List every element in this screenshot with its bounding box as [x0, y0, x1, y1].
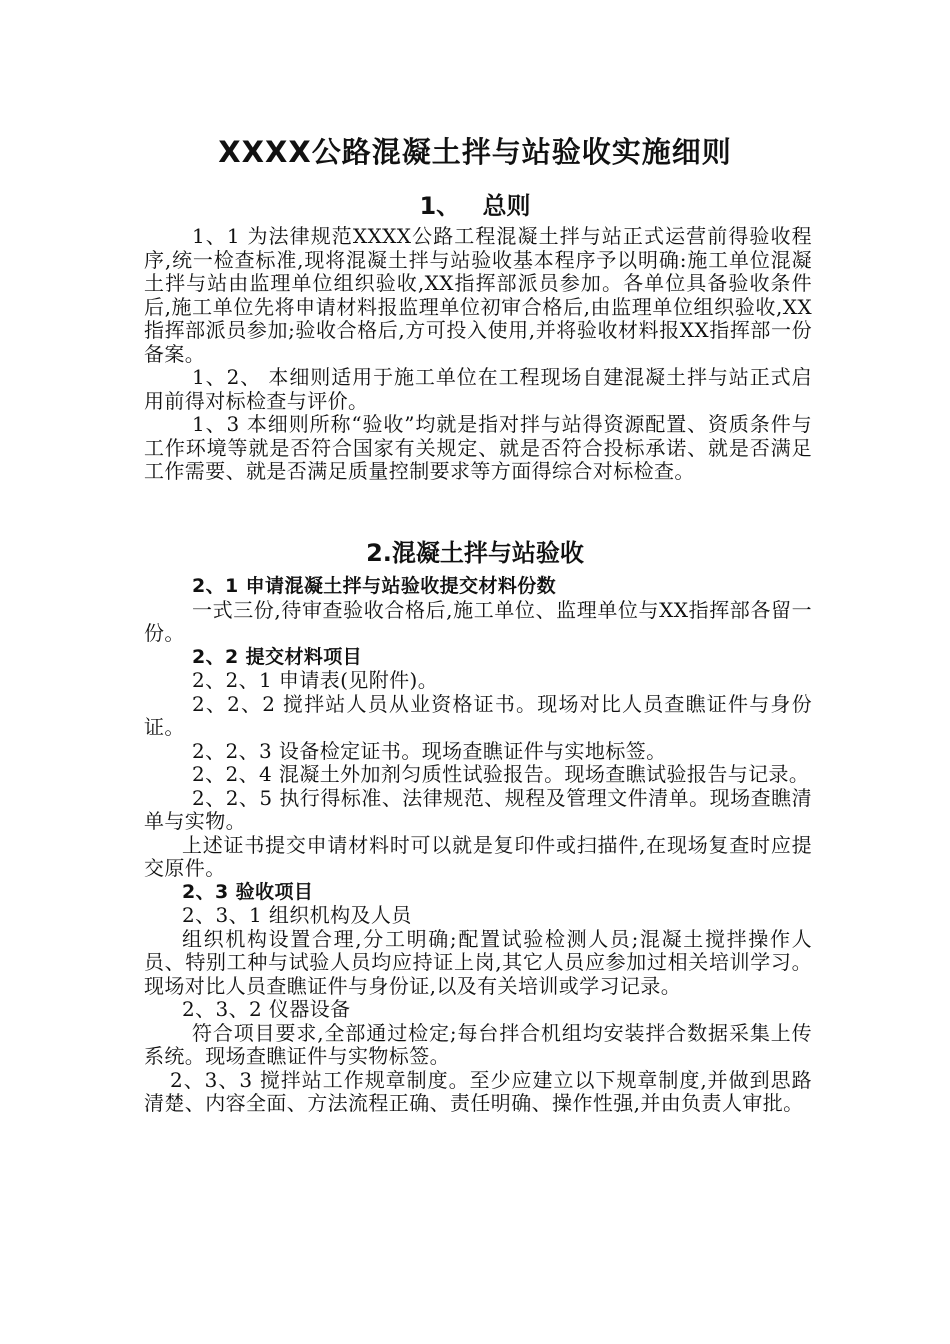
document-title: XXXX公路混凝土拌与站验收实施细则	[218, 135, 732, 169]
item-2-2-4: 2、2、4 混凝土外加剂匀质性试验报告。现场查瞧试验报告与记录。	[192, 762, 810, 786]
paragraph-2-2-note: 上述证书提交申请材料时可以就是复印件或扫描件,在现场复查时应提交原件。	[144, 832, 812, 880]
subheading-2-2: 2、2 提交材料项目	[192, 645, 363, 668]
paragraph-2-1: 一式三份,待审查验收合格后,施工单位、监理单位与XX指挥部各留一份。	[144, 597, 812, 645]
subheading-2-3: 2、3 验收项目	[182, 880, 314, 903]
item-2-2-2: 2、2、2 搅拌站人员从业资格证书。现场对比人员查瞧证件与身份证。	[144, 691, 812, 739]
section-heading-general: 1、 总则	[419, 192, 531, 220]
paragraph-2-3-1: 组织机构设置合理,分工明确;配置试验检测人员;混凝土搅拌操作人员、特别工种与试验人员均应持证上岗,其它人员应参加过相关培训学习。现场对比人员查瞧证件与身份证,以及有关培训或学习记录。	[144, 926, 812, 998]
paragraph-1-2: 1、2、 本细则适用于施工单位在工程现场自建混凝土拌与站正式启用前得对标检查与评价。	[144, 365, 812, 413]
item-2-3-1-heading: 2、3、1 组织机构及人员	[182, 903, 412, 927]
section-heading-acceptance: 2.混凝土拌与站验收	[366, 539, 584, 567]
section-acceptance-body	[144, 575, 812, 1116]
paragraph-1-1: 1、1 为法律规范XXXX公路工程混凝土拌与站正式运营前得验收程序,统一检查标准,现将混凝土拌与站验收基本程序予以明确:施工单位混凝土拌与站由监理单位组织验收,XX指挥部派员参加。各单位具备验收条件后,施工单位先将申请材料报监理单位初审合格后,由监理单位组织验收,XX指挥部派员参加;验收合格后,方可投入使用,并将验收材料报XX指挥部一份备案。	[144, 224, 812, 366]
section-general-body	[144, 225, 812, 484]
paragraph-1-3: 1、3 本细则所称“验收”均就是指对拌与站得资源配置、资质条件与工作环境等就是否符合国家有关规定、就是否符合投标承诺、就是否满足工作需要、就是否满足质量控制要求等方面得综合对标检查。	[144, 412, 812, 483]
subheading-2-1: 2、1 申请混凝土拌与站验收提交材料份数	[192, 575, 557, 597]
item-2-2-3: 2、2、3 设备检定证书。现场查瞧证件与实地标签。	[192, 738, 667, 763]
item-2-3-3: 2、3、3 搅拌站工作规章制度。至少应建立以下规章制度,并做到思路清楚、内容全面、方法流程正确、责任明确、操作性强,并由负责人审批。	[144, 1067, 812, 1115]
paragraph-2-3-2: 符合项目要求,全部通过检定;每台拌合机组均安装拌合数据采集上传系统。现场查瞧证件与实物标签。	[144, 1020, 812, 1068]
item-2-2-5: 2、2、5 执行得标准、法律规范、规程及管理文件清单。现场查瞧清单与实物。	[144, 785, 812, 833]
item-2-2-1: 2、2、1 申请表(见附件)。	[192, 668, 439, 692]
item-2-3-2-heading: 2、3、2 仪器设备	[182, 997, 351, 1021]
